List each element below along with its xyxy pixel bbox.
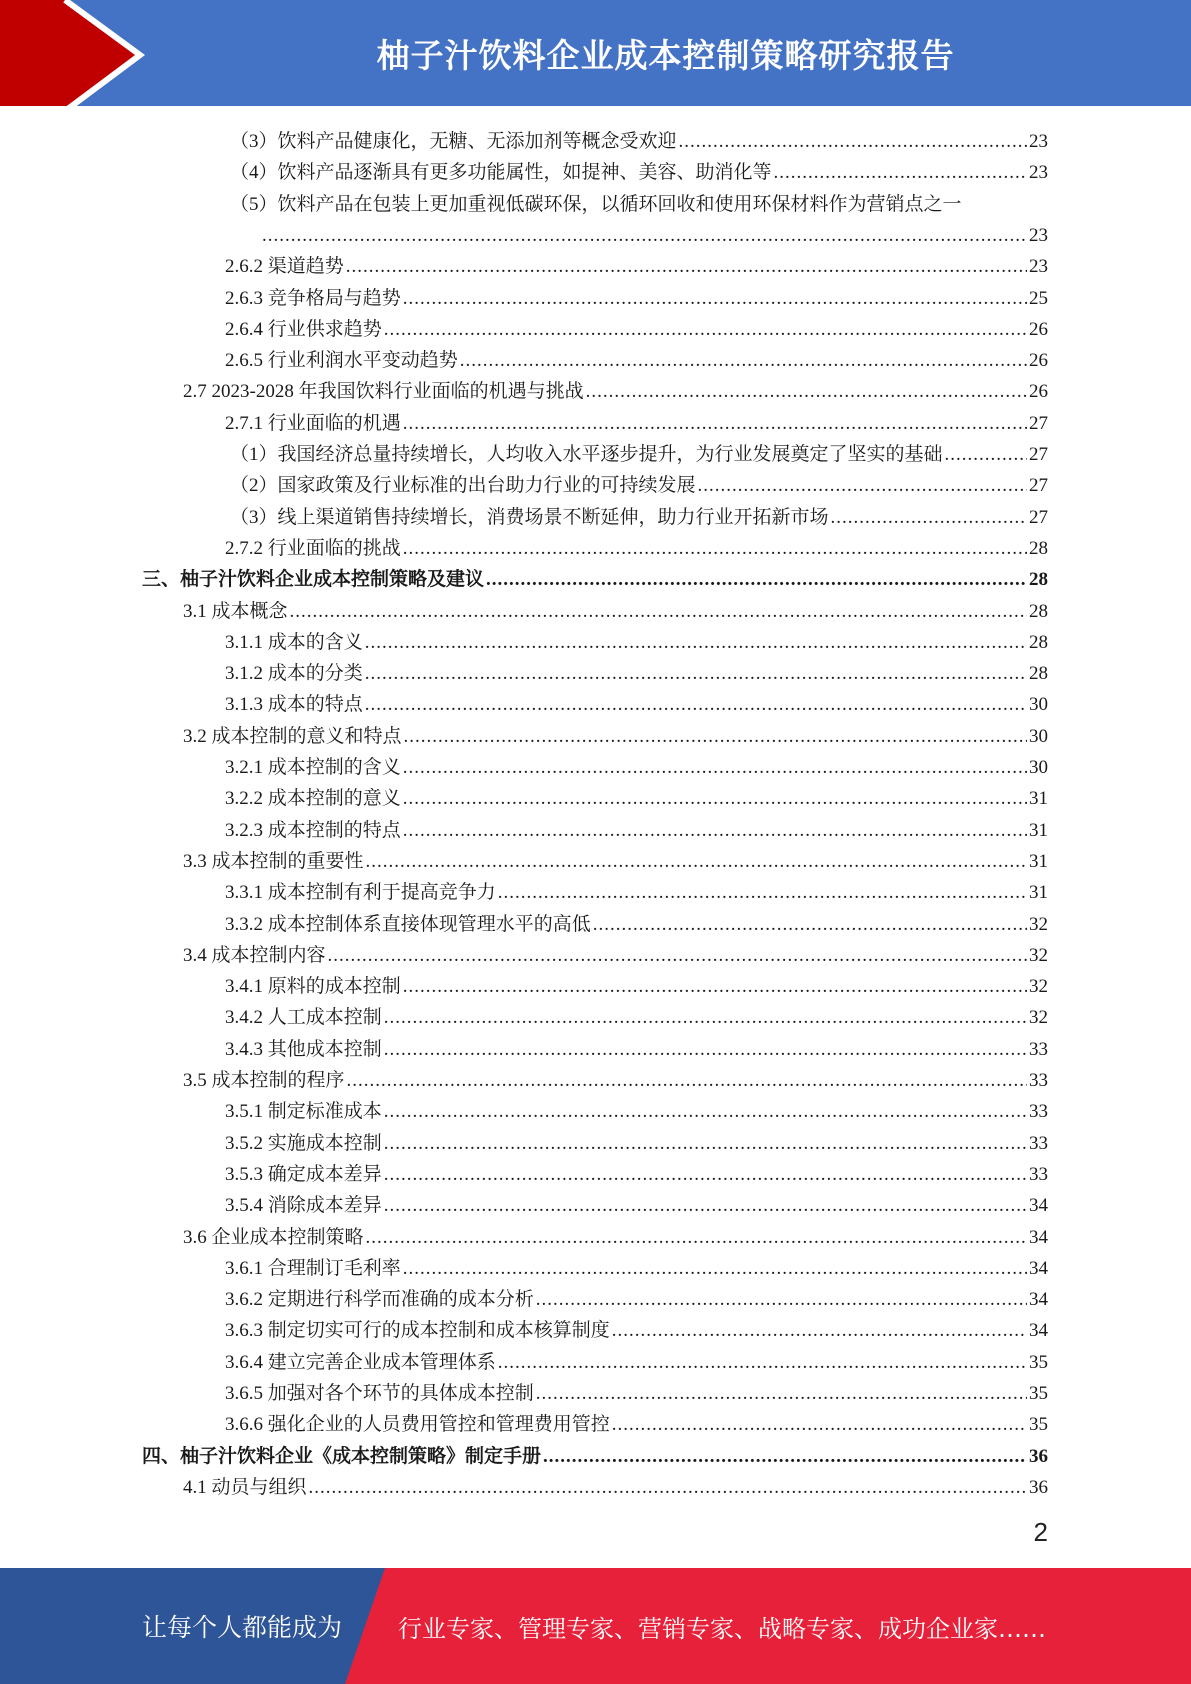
toc-leader-dots — [384, 1097, 1027, 1127]
toc-leader-dots — [403, 284, 1027, 314]
toc-leader-dots — [384, 1035, 1027, 1065]
toc-leader-dots — [498, 1348, 1027, 1378]
toc-leader-dots — [543, 1442, 1027, 1472]
toc-entry-title: 2.6.2 渠道趋势 — [225, 256, 344, 278]
toc-entry[interactable] — [0, 190, 1191, 220]
toc-entry[interactable] — [0, 158, 1191, 188]
toc-entry-page: 28 — [1029, 600, 1048, 622]
toc-entry[interactable] — [0, 127, 1191, 157]
toc-entry-title: 3.2.3 成本控制的特点 — [225, 819, 401, 841]
toc-leader-dots — [384, 1129, 1027, 1159]
toc-entry[interactable] — [0, 753, 1191, 783]
toc-leader-dots — [365, 628, 1027, 658]
toc-entry[interactable] — [0, 377, 1191, 407]
toc-entry-page: 35 — [1029, 1383, 1048, 1404]
toc-entry-title: （2）国家政策及行业标准的出台助力行业的可持续发展 — [230, 475, 696, 497]
toc-leader-dots — [679, 127, 1027, 157]
toc-entry-title: 3.5.2 实施成本控制 — [225, 1132, 382, 1154]
toc-entry-page: 23 — [1029, 131, 1048, 152]
toc-leader-dots — [384, 1003, 1027, 1033]
toc-entry[interactable] — [0, 722, 1191, 752]
toc-leader-dots — [346, 252, 1027, 282]
toc-leader-dots — [403, 534, 1027, 564]
toc-entry-title: 3.3 成本控制的重要性 — [183, 850, 364, 872]
toc-leader-dots — [365, 690, 1027, 720]
footer-slogan: 让每个人都能成为 — [142, 1613, 343, 1642]
toc-entry-title: 3.6.1 合理制订毛利率 — [225, 1257, 401, 1279]
toc-leader-dots — [328, 941, 1027, 971]
toc-entry[interactable] — [0, 878, 1191, 908]
toc-entry[interactable] — [0, 941, 1191, 971]
toc-entry-page: 28 — [1029, 631, 1048, 653]
toc-leader-dots — [290, 597, 1027, 627]
toc-entry-page: 36 — [1029, 1476, 1048, 1498]
toc-entry-page: 31 — [1029, 882, 1048, 904]
toc-entry-page: 27 — [1029, 506, 1048, 528]
toc-entry[interactable] — [0, 409, 1191, 439]
toc-entry-title: 2.6.4 行业供求趋势 — [225, 318, 382, 340]
toc-entry-page: 34 — [1029, 1195, 1048, 1217]
toc-entry[interactable] — [0, 597, 1191, 627]
footer-banner — [0, 1568, 1191, 1684]
toc-entry-page: 33 — [1029, 1070, 1048, 1091]
toc-leader-dots — [593, 910, 1027, 940]
toc-entry-page: 34 — [1029, 1289, 1048, 1311]
toc-leader-dots — [309, 1473, 1027, 1503]
toc-entry-page: 32 — [1029, 913, 1048, 935]
toc-entry-title: 3.6.2 定期进行科学而准确的成本分析 — [225, 1289, 534, 1311]
toc-entry-page: 32 — [1029, 944, 1048, 966]
toc-entry-title: 3.6.5 加强对各个环节的具体成本控制 — [225, 1383, 534, 1404]
toc-leader-dots — [404, 722, 1027, 752]
toc-entry[interactable] — [0, 471, 1191, 501]
toc-entry-page: 36 — [1029, 1445, 1048, 1467]
toc-leader-dots — [384, 1191, 1027, 1221]
toc-entry-title: 3.1.2 成本的分类 — [225, 663, 363, 685]
toc-entry[interactable] — [0, 847, 1191, 877]
toc-entry-page: 30 — [1029, 694, 1048, 716]
toc-entry[interactable] — [0, 252, 1191, 282]
toc-entry-title: 2.6.5 行业利润水平变动趋势 — [225, 350, 458, 372]
toc-leader-dots — [403, 816, 1027, 846]
toc-entry[interactable] — [0, 315, 1191, 345]
toc-entry[interactable] — [0, 1129, 1191, 1159]
toc-entry[interactable] — [0, 1410, 1191, 1440]
toc-entry[interactable] — [0, 1066, 1191, 1096]
toc-entry[interactable] — [0, 503, 1191, 533]
toc-entry-page: 25 — [1029, 287, 1048, 309]
toc-entry-title: 3.3.2 成本控制体系直接体现管理水平的高低 — [225, 913, 591, 935]
toc-leader-dots — [366, 1223, 1027, 1253]
toc-entry-page: 28 — [1029, 663, 1048, 685]
toc-entry-page: 33 — [1029, 1163, 1048, 1185]
toc-leader-dots — [347, 1066, 1027, 1096]
toc-entry[interactable] — [0, 534, 1191, 564]
toc-leader-dots — [403, 784, 1027, 814]
toc-entry[interactable] — [0, 628, 1191, 658]
toc-entry-title: 3.5.4 消除成本差异 — [225, 1195, 382, 1217]
toc-entry-page: 27 — [1029, 444, 1048, 465]
toc-entry[interactable] — [0, 1316, 1191, 1346]
toc-leader-dots — [365, 659, 1027, 689]
toc-entry-page: 33 — [1029, 1101, 1048, 1123]
toc-leader-dots — [536, 1285, 1027, 1315]
toc-leader-dots — [498, 878, 1027, 908]
toc-leader-dots — [366, 847, 1027, 877]
toc-entry-page: 31 — [1029, 788, 1048, 810]
toc-entry-continuation[interactable] — [0, 221, 1191, 251]
toc-entry-title: 2.7 2023-2028 年我国饮料行业面临的机遇与挑战 — [183, 381, 584, 403]
toc-leader-dots — [403, 1254, 1027, 1284]
report-title: 柚子汁饮料企业成本控制策略研究报告 — [376, 35, 955, 75]
toc-entry-title: 3.2.1 成本控制的含义 — [225, 757, 401, 778]
toc-leader-dots — [262, 221, 1027, 251]
toc-entry[interactable] — [0, 1160, 1191, 1190]
toc-entry-page: 32 — [1029, 1007, 1048, 1029]
toc-leader-dots — [586, 377, 1027, 407]
toc-leader-dots — [403, 972, 1027, 1002]
toc-entry-title: 2.7.2 行业面临的挑战 — [225, 537, 401, 559]
toc-entry-page: 27 — [1029, 475, 1048, 497]
toc-entry-title: 3.4.1 原料的成本控制 — [225, 976, 401, 998]
toc-leader-dots — [612, 1316, 1027, 1346]
toc-entry[interactable] — [0, 784, 1191, 814]
toc-entry[interactable] — [0, 284, 1191, 314]
toc-entry-title: 3.4 成本控制内容 — [183, 944, 326, 966]
toc-leader-dots — [536, 1379, 1027, 1409]
toc-entry-title: 3.3.1 成本控制有利于提高竞争力 — [225, 882, 496, 904]
toc-entry-page: 33 — [1029, 1038, 1048, 1060]
toc-entry-title: 3.4.2 人工成本控制 — [225, 1007, 382, 1029]
toc-entry-title: 3.4.3 其他成本控制 — [225, 1038, 382, 1060]
toc-leader-dots — [774, 158, 1027, 188]
toc-entry-page: 26 — [1029, 318, 1048, 340]
toc-entry[interactable] — [0, 816, 1191, 846]
toc-entry-page: 30 — [1029, 725, 1048, 747]
toc-entry-title: 3.6.4 建立完善企业成本管理体系 — [225, 1351, 496, 1373]
toc-leader-dots — [945, 440, 1027, 470]
toc-entry-page: 28 — [1029, 569, 1048, 591]
toc-leader-dots — [612, 1410, 1027, 1440]
toc-entry[interactable] — [0, 440, 1191, 470]
toc-entry-page: 32 — [1029, 976, 1048, 998]
toc-leader-dots — [403, 409, 1027, 439]
toc-entry[interactable] — [0, 1003, 1191, 1033]
toc-entry-page: 28 — [1029, 537, 1048, 559]
toc-entry[interactable] — [0, 1191, 1191, 1221]
toc-entry-title: （1）我国经济总量持续增长，人均收入水平逐步提升，为行业发展奠定了坚实的基础 — [230, 444, 943, 465]
toc-entry[interactable] — [0, 972, 1191, 1002]
toc-entry[interactable] — [0, 1035, 1191, 1065]
toc-entry-page: 30 — [1029, 757, 1048, 778]
toc-entry[interactable] — [0, 1254, 1191, 1284]
toc-leader-dots — [403, 753, 1027, 783]
toc-entry[interactable] — [0, 1348, 1191, 1378]
toc-entry-title: （4）饮料产品逐渐具有更多功能属性，如提神、美容、助消化等 — [230, 162, 772, 184]
toc-leader-dots — [698, 471, 1027, 501]
toc-entry-title: 3.1.1 成本的含义 — [225, 631, 363, 653]
toc-leader-dots — [460, 346, 1027, 376]
toc-entry-page: 34 — [1029, 1257, 1048, 1279]
toc-entry[interactable] — [0, 1223, 1191, 1253]
toc-entry-title: 3.5.1 制定标准成本 — [225, 1101, 382, 1123]
toc-leader-dots — [384, 315, 1027, 345]
toc-entry-page: 26 — [1029, 350, 1048, 372]
footer-expert-list: 行业专家、管理专家、营销专家、战略专家、成功企业家…… — [398, 1614, 1046, 1643]
toc-entry-page: 34 — [1029, 1320, 1048, 1342]
toc-entry-title: 3.5.3 确定成本差异 — [225, 1163, 382, 1185]
toc-entry-page: 31 — [1029, 850, 1048, 872]
toc-entry[interactable] — [0, 910, 1191, 940]
toc-entry[interactable] — [0, 1285, 1191, 1315]
toc-entry-page: 23 — [1029, 256, 1048, 278]
toc-entry-page: 35 — [1029, 1414, 1048, 1436]
toc-entry[interactable] — [0, 659, 1191, 689]
toc-chapter-entry[interactable] — [0, 1442, 1191, 1472]
header-banner — [0, 0, 1191, 111]
toc-entry-page: 27 — [1029, 412, 1048, 434]
toc-entry-title: 3.6.3 制定切实可行的成本控制和成本核算制度 — [225, 1320, 610, 1342]
toc-entry-title: 3.1 成本概念 — [183, 600, 288, 622]
toc-entry-title: 3.1.3 成本的特点 — [225, 694, 363, 716]
toc-leader-dots — [486, 565, 1027, 595]
toc-entry-page: 35 — [1029, 1351, 1048, 1373]
toc-entry-page: 31 — [1029, 819, 1048, 841]
toc-entry-title: 3.6 企业成本控制策略 — [183, 1226, 364, 1248]
toc-entry[interactable] — [0, 1097, 1191, 1127]
toc-entry-title: 2.6.3 竞争格局与趋势 — [225, 287, 401, 309]
toc-entry[interactable] — [0, 1379, 1191, 1409]
toc-entry[interactable] — [0, 346, 1191, 376]
toc-entry-title: 3.5 成本控制的程序 — [183, 1070, 345, 1091]
toc-entry[interactable] — [0, 1473, 1191, 1503]
toc-entry-title: 4.1 动员与组织 — [183, 1476, 307, 1498]
toc-entry-title: 3.2 成本控制的意义和特点 — [183, 725, 402, 747]
toc-entry-title: 3.6.6 强化企业的人员费用管控和管理费用管控 — [225, 1414, 610, 1436]
toc-entry-page: 26 — [1029, 381, 1048, 403]
toc-entry-title: （3）饮料产品健康化，无糖、无添加剂等概念受欢迎 — [230, 131, 677, 152]
toc-entry-page: 34 — [1029, 1226, 1048, 1248]
toc-entry[interactable] — [0, 690, 1191, 720]
toc-entry-title: 2.7.1 行业面临的机遇 — [225, 412, 401, 434]
toc-chapter-entry[interactable] — [0, 565, 1191, 595]
toc-entry-title: 四、柚子汁饮料企业《成本控制策略》制定手册 — [142, 1445, 542, 1467]
toc-entry-title: （5）饮料产品在包装上更加重视低碳环保，以循环回收和使用环保材料作为营销点之一 — [230, 193, 962, 215]
toc-entry-title: （3）线上渠道销售持续增长，消费场景不断延伸，助力行业开拓新市场 — [230, 506, 829, 528]
toc-entry-page: 33 — [1029, 1132, 1048, 1154]
toc-entry-page: 23 — [1029, 162, 1048, 184]
toc-leader-dots — [831, 503, 1027, 533]
toc-leader-dots — [384, 1160, 1027, 1190]
page-number: 2 — [1033, 1517, 1048, 1547]
toc-entry-page: 23 — [1029, 224, 1048, 246]
toc-entry-title: 3.2.2 成本控制的意义 — [225, 788, 401, 810]
toc-entry-title: 三、柚子汁饮料企业成本控制策略及建议 — [142, 569, 485, 591]
